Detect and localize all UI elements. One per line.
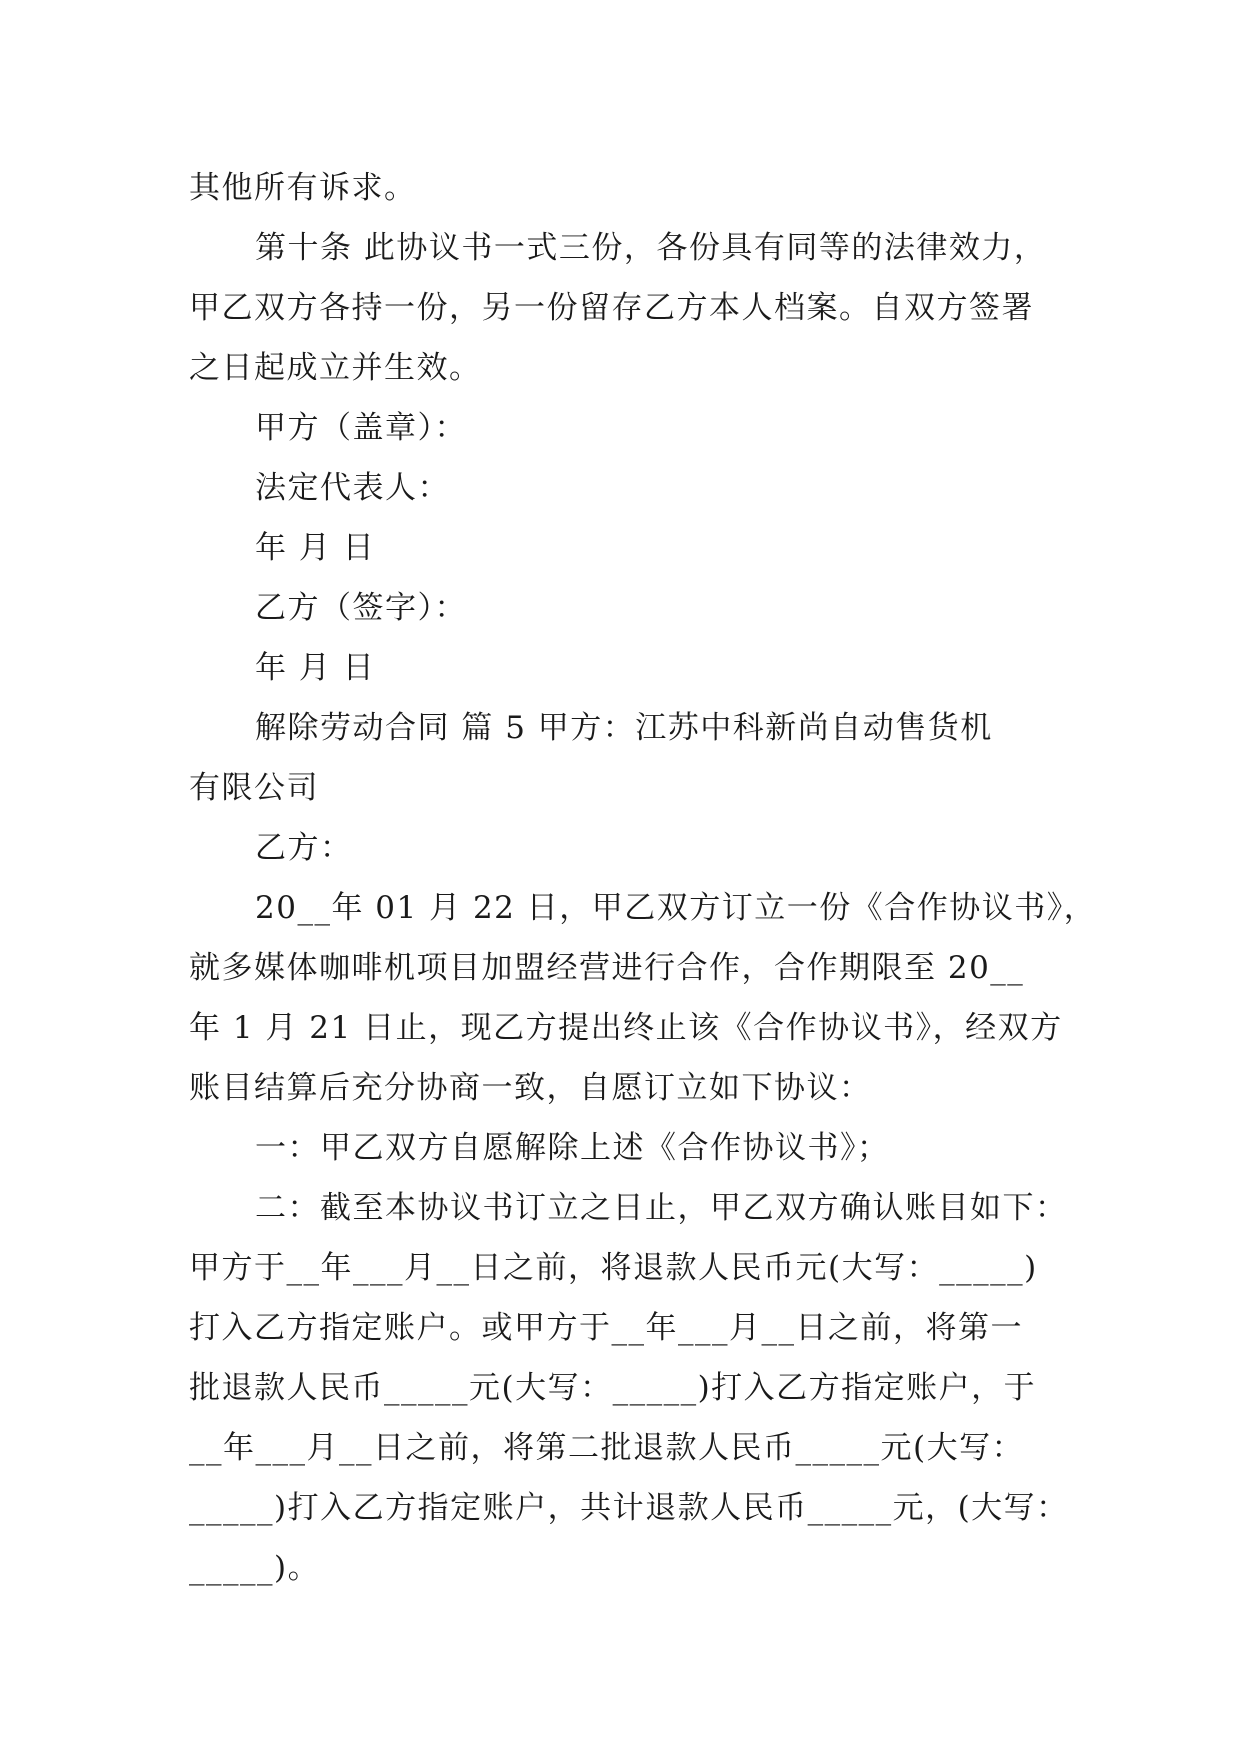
- text-line: 甲方于__年___月__日之前，将退款人民币元(大写：_____): [189, 1250, 1038, 1286]
- text-line: 其他所有诉求。: [189, 170, 417, 206]
- section-heading-line: 解除劳动合同 篇 5 甲方：江苏中科新尚自动售货机: [255, 710, 993, 746]
- document-body: [189, 158, 1097, 1598]
- text-line: _____)打入乙方指定账户，共计退款人民币_____元，(大写：: [189, 1490, 1069, 1526]
- clause-ten-line: 第十条 此协议书一式三份，各份具有同等的法律效力，: [255, 230, 1047, 266]
- text-line: 有限公司: [189, 770, 319, 806]
- party-b-label: 乙方：: [255, 830, 353, 866]
- text-line: 之日起成立并生效。: [189, 350, 482, 386]
- date-line: 年 月 日: [255, 530, 376, 566]
- party-b-signature-label: 乙方（签字）：: [255, 590, 467, 626]
- text-line: __年___月__日之前，将第二批退款人民币_____元(大写：: [189, 1430, 1025, 1466]
- text-line: 批退款人民币_____元(大写：_____)打入乙方指定账户，于: [189, 1370, 1037, 1406]
- text-line: 账目结算后充分协商一致，自愿订立如下协议：: [189, 1070, 872, 1106]
- legal-representative-label: 法定代表人：: [255, 470, 450, 506]
- text-line: 年 1 月 21 日止，现乙方提出终止该《合作协议书》，经双方: [189, 1010, 1063, 1046]
- party-a-seal-label: 甲方（盖章）：: [255, 410, 467, 446]
- date-line: 年 月 日: [255, 650, 376, 686]
- text-line: 20__年 01 月 22 日，甲乙双方订立一份《合作协议书》，: [255, 890, 1097, 926]
- item-two-line: 二：截至本协议书订立之日止，甲乙双方确认账目如下：: [255, 1190, 1068, 1226]
- text-line: _____)。: [189, 1550, 321, 1586]
- text-line: 打入乙方指定账户。或甲方于__年___月__日之前，将第一: [189, 1310, 1023, 1346]
- text-line: 就多媒体咖啡机项目加盟经营进行合作，合作期限至 20__: [189, 950, 1025, 986]
- item-one-line: 一：甲乙双方自愿解除上述《合作协议书》；: [255, 1130, 890, 1166]
- text-line: 甲乙双方各持一份，另一份留存乙方本人档案。自双方签署: [189, 290, 1034, 326]
